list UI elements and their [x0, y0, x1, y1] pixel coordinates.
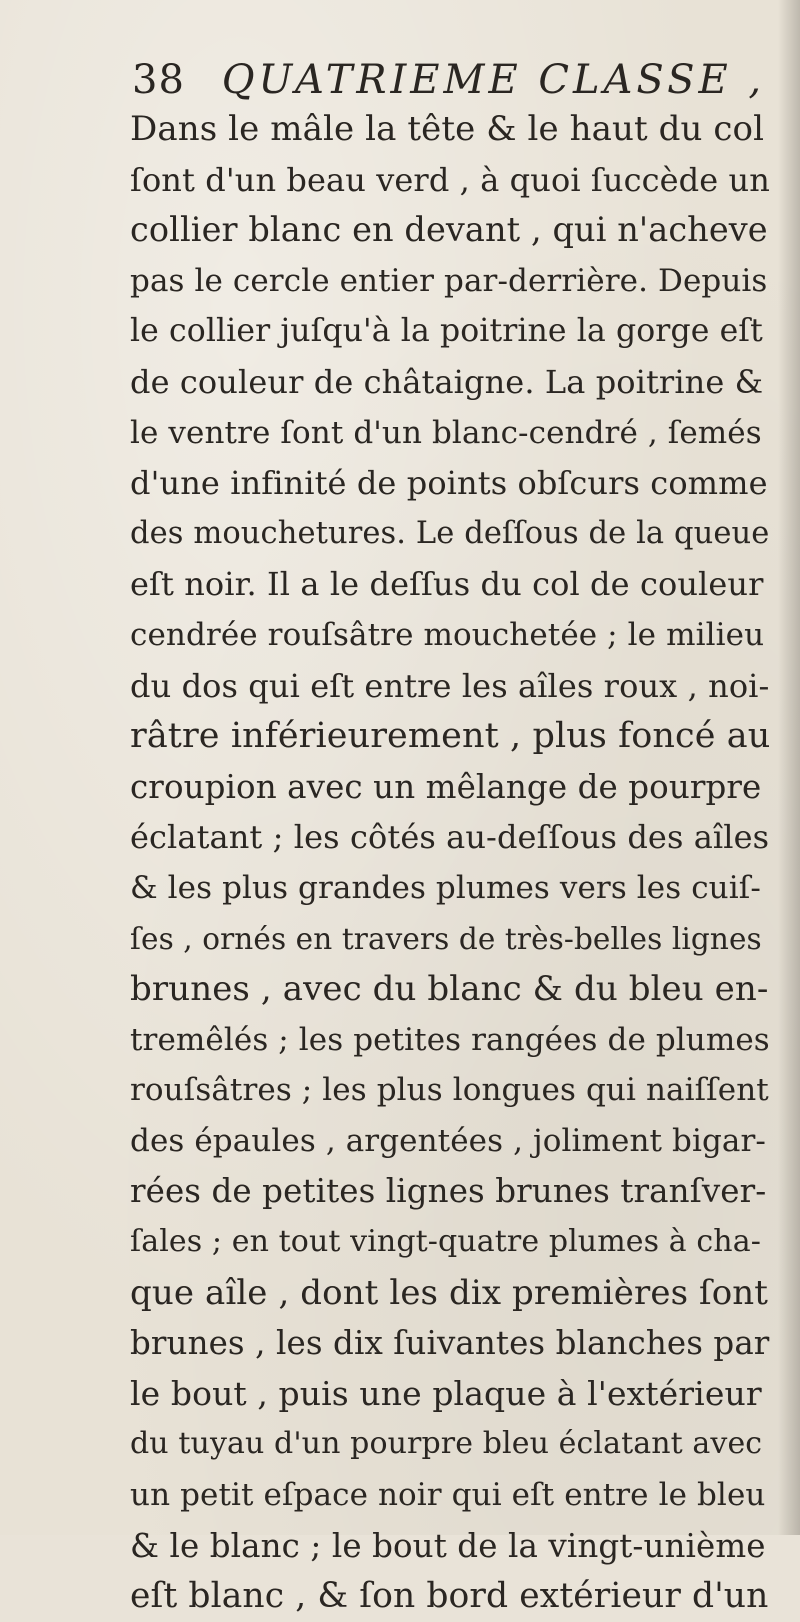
- running-title: QUATRIEME CLASSE ,: [221, 57, 766, 103]
- text-line: collier blanc en devant , qui n'acheve: [130, 210, 768, 250]
- text-line: rouſsâtres ; les plus longues qui naiſſent: [130, 1072, 769, 1109]
- text-line: d'une infinité de points obſcurs comme: [130, 464, 768, 503]
- text-line: & le blanc ; le bout de la vingt-unième: [130, 1526, 766, 1565]
- text-line: du dos qui eſt entre les aîles roux , noi-: [130, 666, 770, 705]
- text-line: ſales ; en tout vingt-quatre plumes à cha-: [130, 1224, 761, 1260]
- text-line: pas le cercle entier par-derrière. Depuis: [130, 262, 768, 299]
- text-line: râtre inférieurement , plus foncé au: [130, 716, 771, 757]
- text-line: le ventre ſont d'un blanc-cendré , ſemés: [130, 414, 762, 451]
- text-line: brunes , avec du blanc & du bleu en-: [130, 969, 769, 1010]
- text-line: & les plus grandes plumes vers les cuiſ-: [130, 869, 761, 906]
- text-line: éclatant ; les côtés au-deſſous des aîles: [130, 818, 770, 857]
- text-line: cendrée rouſsâtre mouchetée ; le milieu: [130, 616, 765, 653]
- text-line: des mouchetures. Le deſſous de la queue: [130, 515, 770, 551]
- running-header: [132, 50, 766, 110]
- text-line: brunes , les dix ſuivantes blanches par: [130, 1324, 770, 1363]
- text-line: croupion avec un mêlange de pourpre: [130, 767, 762, 806]
- body-text: [130, 104, 770, 1622]
- text-line: que aîle , dont les dix premières ſont: [130, 1272, 769, 1313]
- text-line: un petit eſpace noir qui eſt entre le bleu: [130, 1477, 766, 1514]
- page-edge-shadow: [778, 0, 800, 1535]
- text-line: des épaules , argentées , joliment bigar-: [130, 1122, 766, 1159]
- text-line: eſt noir. Il a le deſſus du col de couleur: [130, 565, 764, 604]
- text-line: eſt blanc , & ſon bord extérieur d'un: [130, 1576, 769, 1617]
- text-line: Dans le mâle la tête & le haut du col: [130, 109, 765, 149]
- text-line: du tuyau d'un pourpre bleu éclatant avec: [130, 1426, 763, 1462]
- text-line: le collier juſqu'à la poitrine la gorge eſt: [130, 313, 763, 350]
- text-line: tremêlés ; les petites rangées de plumes: [130, 1021, 770, 1058]
- text-line: ſont d'un beau verd , à quoi ſuccède un: [130, 160, 770, 199]
- text-line: rées de petites lignes brunes tranſver-: [130, 1172, 767, 1211]
- text-line: le bout , puis une plaque à l'extérieur: [130, 1373, 762, 1413]
- text-line: de couleur de châtaigne. La poitrine &: [130, 362, 764, 401]
- page-number: 38: [132, 57, 185, 103]
- text-line: ſes , ornés en travers de très-belles lignes: [130, 921, 762, 956]
